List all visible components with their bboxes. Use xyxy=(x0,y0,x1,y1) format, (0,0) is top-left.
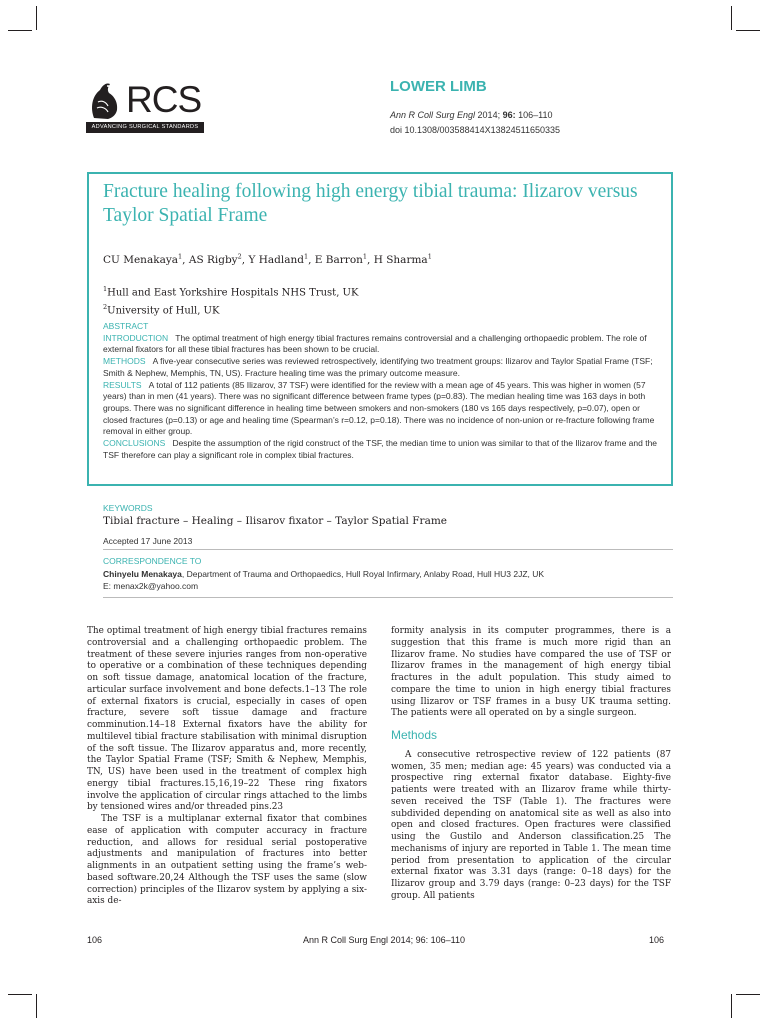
affiliations xyxy=(103,282,358,319)
journal-abbrev: Ann R Coll Surg Engl xyxy=(390,110,476,120)
accepted-date: Accepted 17 June 2013 xyxy=(103,536,193,546)
section-heading-methods: Methods xyxy=(391,728,438,742)
crop-mark xyxy=(36,6,37,30)
journal-pages: 106–110 xyxy=(515,110,553,120)
author: E Barron$^1$, xyxy=(314,252,374,266)
abstract xyxy=(103,321,663,461)
body-paragraph: The TSF is a multiplanar external fixator that combines ease of application with computer accuracy in fracture reduction, and allows for residual serial postoperative adjustments and manipulation of fractures into better alignments in an outpatient setting using the frame’s web-based software.20,24 Although the TSF uses the same (slow correction) principles of the Ilizarov system by applying a six-axis de- xyxy=(87,814,367,907)
correspondence-address: , Department of Trauma and Orthopaedics, Hull Royal Infirmary, Anlaby Road, Hull HU3 2JZ, UK xyxy=(181,569,545,579)
article-title: Fracture healing following high energy tibial trauma: Ilizarov versus Taylor Spatial Frame xyxy=(103,181,638,226)
crop-mark xyxy=(8,30,32,31)
logo-tagline: ADVANCING SURGICAL STANDARDS xyxy=(86,122,204,133)
keywords-label: KEYWORDS xyxy=(103,503,153,513)
abstract-conclusions: CONCLUSIONS Despite the assumption of the rigid construct of the TSF, the median time to union was similar to that of the Ilizarov frame and the TSF therefore can play a significant role in complex tibial fractures. xyxy=(103,438,658,460)
author-list xyxy=(103,252,432,266)
section-label: LOWER LIMB xyxy=(390,78,487,95)
journal-volume: 96: xyxy=(502,110,516,120)
correspondence-email[interactable]: E: menax2k@yahoo.com xyxy=(103,581,199,591)
divider xyxy=(103,549,673,550)
crop-mark xyxy=(736,30,760,31)
logo-text: RCS xyxy=(126,79,202,120)
body-column-left xyxy=(87,626,367,908)
abstract-label: ABSTRACT xyxy=(103,321,149,331)
affiliation: $^2$University of Hull, UK xyxy=(103,303,220,317)
divider xyxy=(103,597,673,598)
correspondence-name: Chinyelu Menakaya xyxy=(103,569,182,579)
correspondence-text xyxy=(103,568,663,592)
author: Y Hadland$^1$, xyxy=(248,252,315,266)
heraldic-bird-icon xyxy=(86,78,126,122)
page-number-left: 106 xyxy=(87,935,103,945)
author: AS Rigby$^2$, xyxy=(188,252,249,266)
journal-year: 2014; xyxy=(475,110,503,120)
correspondence-label: CORRESPONDENCE TO xyxy=(103,556,202,566)
crop-mark xyxy=(731,6,732,30)
crop-mark xyxy=(736,994,760,995)
crop-mark xyxy=(36,994,37,1018)
rcs-logo xyxy=(86,78,204,136)
abstract-introduction: INTRODUCTION The optimal treatment of high energy tibial fractures remains controversial and a challenging orthopaedic problem. The role of external fixators for all these tibial fractures has been shown to be crucial. xyxy=(103,332,647,355)
keywords-text: Tibial fracture – Healing – Ilisarov fixator – Taylor Spatial Frame xyxy=(103,515,447,527)
footer-journal: Ann R Coll Surg Engl 2014; 96: 106–110 xyxy=(303,935,465,945)
abstract-results: RESULTS A total of 112 patients (85 Ilizarov, 37 TSF) were identified for the review with a mean age of 45 years. This was higher in women (57 years) than in men (41 years). There was no significant difference between frame types (p=0.83). The median healing time was 163 days in both groups. There was no significant difference in healing time between smokers and non-smokers (180 vs 165 days respectively, p=0.07), open or closed fractures (p=0.13) or age and healing time (Spearman’s r=0.12, p=0.18). There was no incidence of non-union or re-fracture following frame removal in either group. xyxy=(103,379,655,437)
body-paragraph: A consecutive retrospective review of 122 patients (87 women, 35 men; median age: 45 years) was conducted via a prospective ring external fixator database. Eighty-five patients were treated with an Ilizarov frame while thirty-seven received the TSF (Table 1). The fractures were subdivided depending on anatomical site as well as also into open and closed fractures. Open fractures were classified using the Gustilo and Anderson classification.25 The mechanisms of injury are reported in Table 1. The mean time period from presentation to application of the circular external fixator was 3.31 days (range: 0–18 days) for the Ilizarov group and 3.79 days (range: 0–23 days) for the TSF group. All patients xyxy=(391,749,671,901)
crop-mark xyxy=(731,994,732,1018)
crop-mark xyxy=(8,994,32,995)
doi: doi 10.1308/003588414X13824511650335 xyxy=(390,125,561,135)
body-column-right xyxy=(391,626,671,903)
author: CU Menakaya$^1$, xyxy=(103,252,189,266)
citation xyxy=(390,108,560,138)
author: H Sharma$^1$ xyxy=(373,252,432,266)
page-number-right: 106 xyxy=(649,935,665,945)
abstract-methods: METHODS A five-year consecutive series was reviewed retrospectively, identifying two treatment groups: Ilizarov and Taylor Spatial Frame (TSF; Smith & Nephew, Memphis, TN, US). Fracture healing time was the primary outcome measure. xyxy=(103,356,653,378)
body-paragraph: The optimal treatment of high energy tibial fractures remains controversial and a challenging orthopaedic problem. The treatment of these severe injuries ranges from non-operative to operative or a combination of these techniques depending on soft tissue damage, anatomical location of the fracture, articular surface involvement and bone defects.1–13 The role of external fixators is crucial, especially in cases of open fracture, severe soft tissue damage and fracture comminution.14–18 External fixators have the ability for multilevel tibial fracture stabilisation with minimal disruption of the soft tissue. The Ilizarov apparatus and, more recently, the Taylor Spatial Frame (TSF; Smith & Nephew, Memphis, TN, US) have been used in the treatment of complex high energy tibial fractures.15,16,19–22 These ring fixators involve the application of circular rings attached to the limbs by tensioned wires and/or threaded pins.23 xyxy=(87,626,367,813)
body-paragraph: formity analysis in its computer programmes, there is a suggestion that this frame is much more rigid than an Ilizarov frame. No studies have compared the use of TSF or Ilizarov frames in the management of high energy tibial fractures in the adult population. This study aimed to compare the time to union in high energy tibial fractures using Ilizarov or TSF frames in a busy UK trauma setting. The patients were all operated on by a single surgeon. xyxy=(391,626,671,719)
affiliation: $^1$Hull and East Yorkshire Hospitals NHS Trust, UK xyxy=(103,285,359,299)
